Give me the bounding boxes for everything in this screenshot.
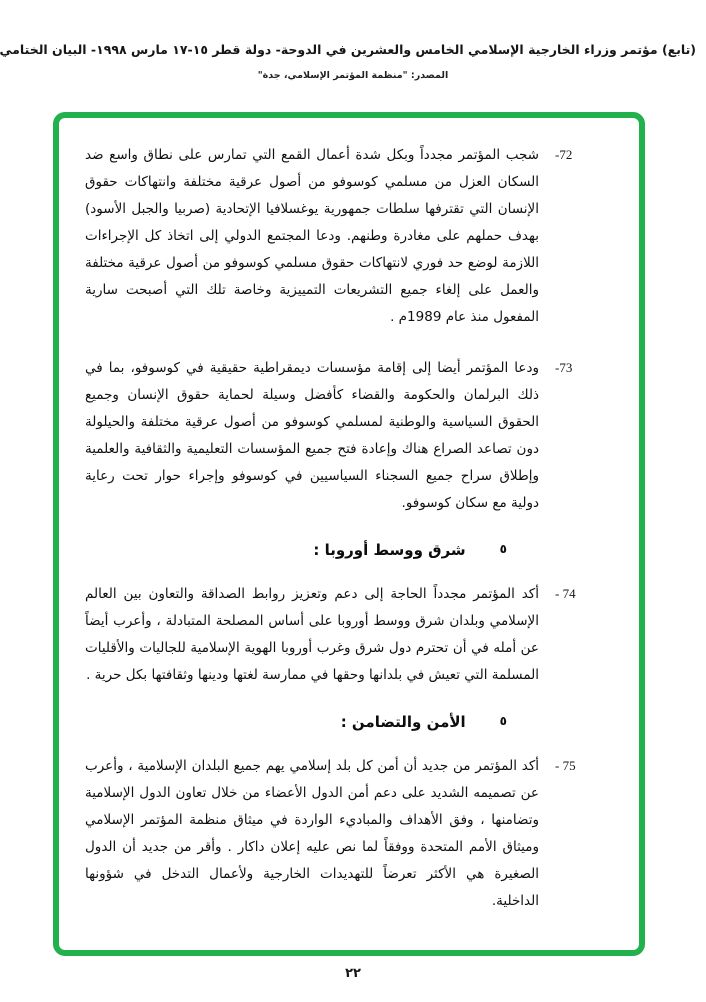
paragraph-number: -72 [555,147,573,162]
numbered-paragraph-75 [85,753,599,915]
section-bullet-icon: ٥ [499,714,507,728]
paragraph-number: -73 [555,360,573,375]
paragraph-number: - 74 [555,586,576,601]
numbered-paragraph-74 [85,581,599,689]
paragraph-text: ودعا المؤتمر أيضا إلى إقامة مؤسسات ديمقراطية حقيقية في كوسوفو، بما في ذلك البرلمان والحكومة والقضاء كأفضل وسيلة لحماية حقوق الإنسان وجميع الحقوق السياسية والوطنية لمسلمي كوسوفو من أصول عرقية مختلفة والحيلولة دون تصاعد الصراع هناك وإعادة فتح جميع المؤسسات التعليمية والثقافية والعلمية وإطلاق سراح جميع السجناء السياسيين في كوسوفو وإجراء حوار تحت رعاية دولية مع سكان كوسوفو. [85,360,539,511]
section-heading-text: الأمن والتضامن : [340,713,466,731]
numbered-paragraph-73 [85,355,599,517]
paragraph-text: أكد المؤتمر من جديد أن أمن كل بلد إسلامي يهم جميع البلدان الإسلامية ، وأعرب عن تصميمه الشديد على دعم أمن الدول الأعضاء من خلال تعاون الدول الإسلامية وتضامنها ، وفق الأهداف والمباديء الواردة في ميثاق منظمة المؤتمر الإسلامي وميثاق الأمم المتحدة ووفقاً لما نص عليه إعلان داكار . وأقر من جديد أن الدول الصغيرة هي الأكثر تعرضاً للتهديدات الخارجية ولأعمال التدخل في شؤونها الداخلية. [85,758,539,909]
section-heading-text: شرق ووسط أوروبا : [313,541,466,559]
document-header-title: (تابع) مؤتمر وزراء الخارجية الإسلامي الخامس والعشرين في الدوحة- دولة قطر ١٥-١٧ مارس ١٩٩٨- البيان الختامي [0,42,696,57]
highlight-border-box [53,112,645,956]
section-heading-east-central-europe [85,541,599,559]
page-number: ٢٢ [345,966,361,981]
section-bullet-icon: ٥ [499,542,507,556]
section-heading-security-solidarity [85,713,599,731]
paragraph-text: أكد المؤتمر مجدداً الحاجة إلى دعم وتعزيز روابط الصداقة والتعاون بين العالم الإسلامي وبلدان شرق ووسط أوروبا على أساس المصلحة المتبادلة ، وأعرب أيضاً عن أمله في أن تحترم دول شرق وغرب أوروبا الهوية الإسلامية للجاليات والأقليات المسلمة التي تعيش في بلدانها وحقها في ممارسة لغتها ودينها وثقافتها بكل حرية . [85,586,539,683]
paragraph-text: شجب المؤتمر مجدداً وبكل شدة أعمال القمع التي تمارس على نطاق واسع ضد السكان العزل من مسلمي كوسوفو من أصول عرقية مختلفة وانتهاكات حقوق الإنسان التي تقترفها سلطات جمهورية يوغسلافيا الإتحادية (صربيا والجبل الأسود) بهدف حملهم على مغادرة وطنهم. ودعا المجتمع الدولي إلى اتخاذ كل الإجراءات اللازمة لوضع حد فوري لانتهاكات حقوق مسلمي كوسوفو من أصول عرقية مختلفة والعمل على إلغاء جميع التشريعات التمييزية وخاصة تلك التي أصبحت سارية المفعول منذ عام 1989م . [85,147,539,325]
document-source-line: المصدر: "منظمة المؤتمر الإسلامي، جدة" [257,70,449,81]
paragraph-number: - 75 [555,758,576,773]
numbered-paragraph-72 [85,142,599,331]
